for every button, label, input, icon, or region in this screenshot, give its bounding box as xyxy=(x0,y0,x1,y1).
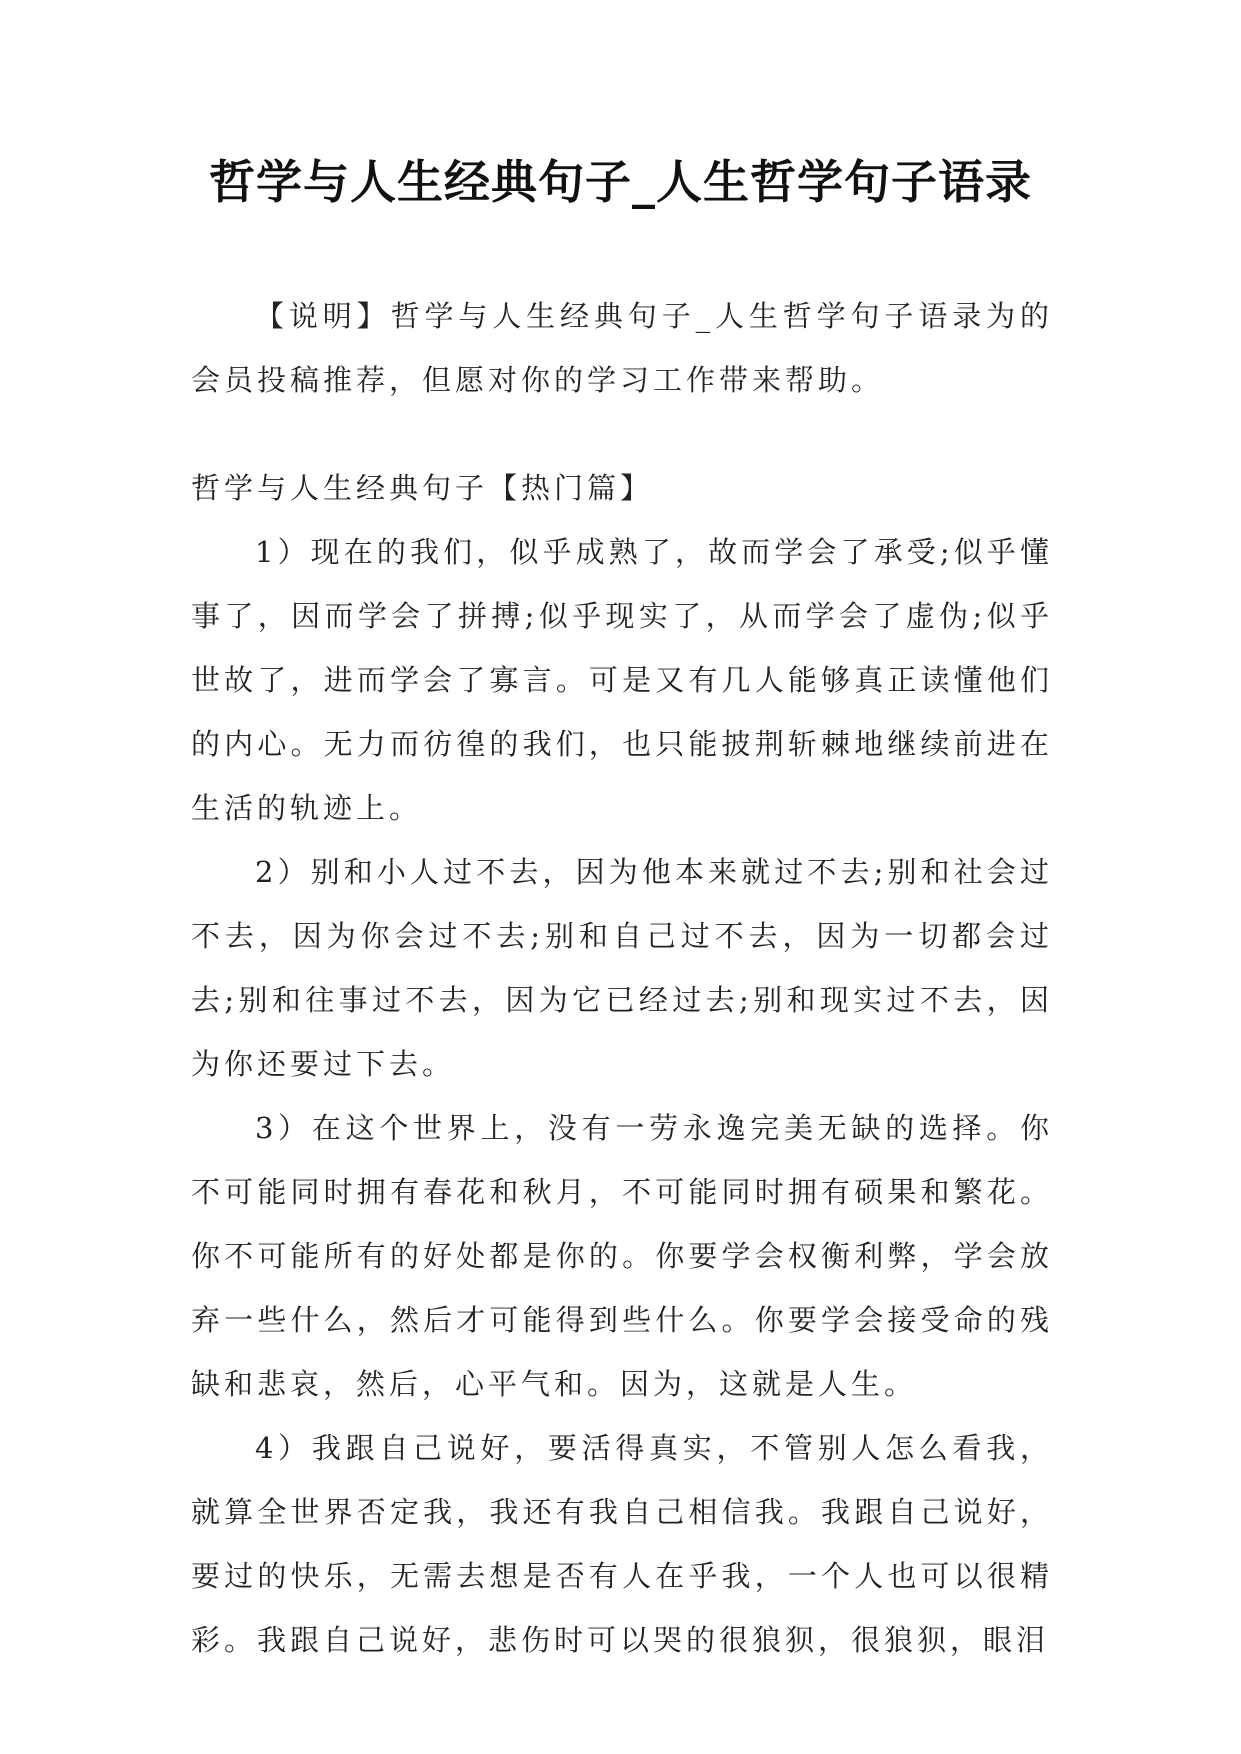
document-title: 哲学与人生经典句子_人生哲学句子语录 xyxy=(209,155,1032,209)
quote-paragraph-2: 2）别和小人过不去，因为他本来就过不去;别和社会过不去，因为你会过不去;别和自己过不去，因为一切都会过去;别和往事过不去，因为它已经过去;别和现实过不去，因为你还要过下去。 xyxy=(191,855,1053,1081)
document-note xyxy=(191,284,1053,412)
section-heading: 哲学与人生经典句子【热门篇】 xyxy=(191,471,654,505)
quote-paragraph-3: 3）在这个世界上，没有一劳永逸完美无缺的选择。你不可能同时拥有春花和秋月，不可能同时拥有硕果和繁花。你不可能所有的好处都是你的。你要学会权衡利弊，学会放弃一些什么，然后才可能得到些什么。你要学会接受命的残缺和悲哀，然后，心平气和。因为，这就是人生。 xyxy=(191,1111,1053,1401)
note-paragraph: 【说明】哲学与人生经典句子_人生哲学句子语录为的会员投稿推荐，但愿对你的学习工作带来帮助。 xyxy=(191,299,1053,397)
quote-paragraph-1: 1）现在的我们，似乎成熟了，故而学会了承受;似乎懂事了，因而学会了拼搏;似乎现实了，从而学会了虚伪;似乎世故了，进而学会了寡言。可是又有几人能够真正读懂他们的内心。无力而彷徨的我们，也只能披荆斩棘地继续前进在生活的轨迹上。 xyxy=(191,535,1053,825)
document-content xyxy=(191,456,1053,1672)
quote-paragraph-4: 4）我跟自己说好，要活得真实，不管别人怎么看我，就算全世界否定我，我还有我自己相信我。我跟自己说好，要过的快乐，无需去想是否有人在乎我，一个人也可以很精彩。我跟自己说好，悲伤时可以哭的很狼狈，很狼狈，眼泪 xyxy=(191,1431,1053,1657)
